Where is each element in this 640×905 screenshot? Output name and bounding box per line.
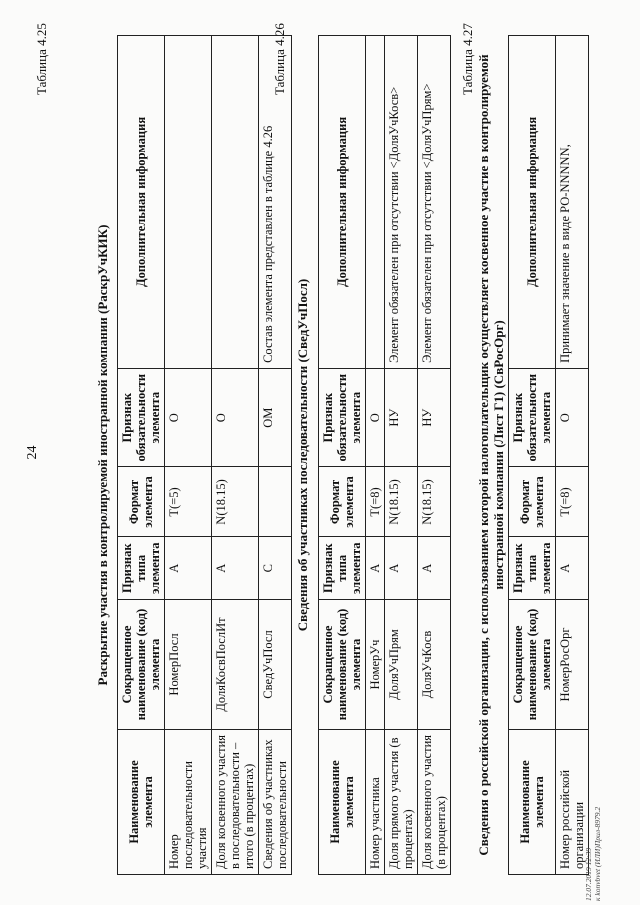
table-cell: Сведения об участниках последовательности bbox=[259, 730, 292, 875]
table-row bbox=[259, 36, 292, 875]
column-header: Формат элемента bbox=[118, 467, 165, 537]
column-header: Признак обязательности элемента bbox=[319, 368, 366, 467]
table-cell: А bbox=[366, 537, 385, 600]
table-cell: А bbox=[165, 537, 212, 600]
table-cell: НУ bbox=[418, 368, 451, 467]
table-cell: О bbox=[212, 368, 259, 467]
column-header: Формат элемента bbox=[509, 467, 556, 537]
table-cell: ДоляКосвПослИт bbox=[212, 600, 259, 730]
column-header: Признак типа элемента bbox=[509, 537, 556, 600]
page-number: 24 bbox=[25, 445, 40, 460]
table-cell: T(=5) bbox=[165, 467, 212, 537]
table-row bbox=[165, 36, 212, 875]
table-cell: НомерРосОрг bbox=[556, 600, 589, 730]
table-cell: НомерУч bbox=[366, 600, 385, 730]
column-header: Признак типа элемента bbox=[118, 537, 165, 600]
data-table bbox=[508, 35, 589, 875]
table-cell: С bbox=[259, 537, 292, 600]
table-cell: N(18.15) bbox=[212, 467, 259, 537]
column-header: Дополнительная информация bbox=[319, 36, 366, 369]
table-title: Раскрытие участия в контролируемой иностранной компании (РаскрУчКИК) bbox=[95, 224, 110, 686]
table-cell: А bbox=[418, 537, 451, 600]
column-header: Формат элемента bbox=[319, 467, 366, 537]
table-cell: НомерПосл bbox=[165, 600, 212, 730]
table-label: Таблица 4.25 bbox=[34, 23, 49, 95]
table-cell: О bbox=[366, 368, 385, 467]
table-cell: N(18.15) bbox=[418, 467, 451, 537]
table-cell: НУ bbox=[385, 368, 418, 467]
table-cell bbox=[259, 467, 292, 537]
data-table bbox=[318, 35, 451, 875]
table-cell: Состав элемента представлен в таблице 4.26 bbox=[259, 36, 292, 369]
column-header: Признак обязательности элемента bbox=[509, 368, 556, 467]
column-header: Наименование элемента bbox=[509, 730, 556, 875]
table-row bbox=[385, 36, 418, 875]
table-cell: ДоляУчКосв bbox=[418, 600, 451, 730]
data-table bbox=[117, 35, 292, 875]
table-cell bbox=[366, 36, 385, 369]
footer-line: к konvbvet (ИЛИ)Прил-8979.2 bbox=[593, 806, 602, 901]
table-row bbox=[212, 36, 259, 875]
table-row bbox=[418, 36, 451, 875]
table-cell: А bbox=[556, 537, 589, 600]
table-cell: А bbox=[212, 537, 259, 600]
table-cell: Элемент обязателен при отсутствии <ДоляУчПрям> bbox=[418, 36, 451, 369]
footer-line: 12.07.2019 12:39 bbox=[584, 847, 593, 901]
table-cell: ОМ bbox=[259, 368, 292, 467]
table-cell: О bbox=[165, 368, 212, 467]
table-header-row bbox=[509, 36, 556, 875]
column-header: Сокращенное наименование (код) элемента bbox=[118, 600, 165, 730]
table-header-row bbox=[118, 36, 165, 875]
table-cell: Номер участника bbox=[366, 730, 385, 875]
table-cell: Номер последовательности участия bbox=[165, 730, 212, 875]
table-cell: Принимает значение в виде РО-NNNNN, bbox=[556, 36, 589, 369]
table-title: Сведения о российской организации, с использованием которой налогоплательщик осуществляет косвенное участие в контролируемой иностранной компании (Лист Г1) (СвРосОрг) bbox=[476, 54, 506, 856]
table-cell: Элемент обязателен при отсутствии <ДоляУчКосв> bbox=[385, 36, 418, 369]
table-cell: Доля прямого участия (в процентах) bbox=[385, 730, 418, 875]
table-cell: ДоляУчПрям bbox=[385, 600, 418, 730]
table-row bbox=[366, 36, 385, 875]
table-row bbox=[556, 36, 589, 875]
column-header: Сокращенное наименование (код) элемента bbox=[319, 600, 366, 730]
table-cell: СведУчПосл bbox=[259, 600, 292, 730]
table-cell: Доля косвенного участия в последовательности – итого (в процентах) bbox=[212, 730, 259, 875]
table-header-row bbox=[319, 36, 366, 875]
footer-stamp bbox=[584, 807, 602, 901]
column-header: Наименование элемента bbox=[319, 730, 366, 875]
column-header: Дополнительная информация bbox=[509, 36, 556, 369]
table-cell: N(18.15) bbox=[385, 467, 418, 537]
column-header: Наименование элемента bbox=[118, 730, 165, 875]
table-cell: О bbox=[556, 368, 589, 467]
table-cell: T(=8) bbox=[556, 467, 589, 537]
column-header: Сокращенное наименование (код) элемента bbox=[509, 600, 556, 730]
table-cell bbox=[165, 36, 212, 369]
column-header: Дополнительная информация bbox=[118, 36, 165, 369]
table-cell bbox=[212, 36, 259, 369]
column-header: Признак типа элемента bbox=[319, 537, 366, 600]
table-cell: T(=8) bbox=[366, 467, 385, 537]
table-cell: Доля косвенного участия (в процентах) bbox=[418, 730, 451, 875]
table-label: Таблица 4.27 bbox=[460, 23, 475, 95]
table-title: Сведения об участниках последовательности (СведУчПосл) bbox=[295, 278, 310, 632]
table-cell: Номер российской организации bbox=[556, 730, 589, 875]
table-label: Таблица 4.26 bbox=[272, 23, 287, 95]
table-cell: А bbox=[385, 537, 418, 600]
column-header: Признак обязательности элемента bbox=[118, 368, 165, 467]
